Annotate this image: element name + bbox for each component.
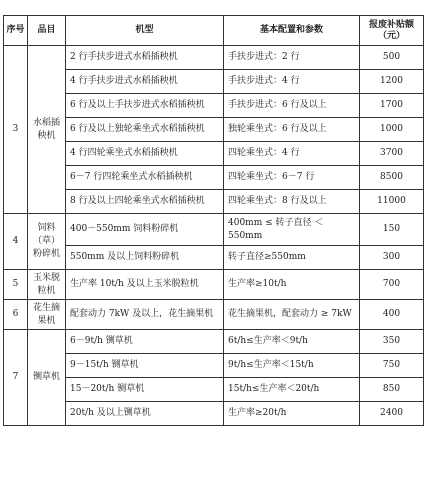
item-cell: 饲料（草）粉碎机 [28, 214, 66, 270]
config-cell: 花生摘果机，配套动力 ≥ 7kW [224, 300, 360, 330]
config-cell: 手扶步进式：4 行 [224, 70, 360, 94]
table-row [4, 402, 424, 426]
config-cell: 生产率≥20t/h [224, 402, 360, 426]
amount-cell: 850 [360, 378, 424, 402]
amount-cell: 2400 [360, 402, 424, 426]
item-cell: 花生摘果机 [28, 300, 66, 330]
model-cell: 4 行手扶步进式水稻插秧机 [66, 70, 224, 94]
model-cell: 生产率 10t/h 及以上玉米脱粒机 [66, 270, 224, 300]
seq-cell: 4 [4, 214, 28, 270]
model-cell: 6 行及以上独轮乘坐式水稻插秧机 [66, 118, 224, 142]
table-row [4, 354, 424, 378]
table-row [4, 190, 424, 214]
model-cell: 2 行手扶步进式水稻插秧机 [66, 46, 224, 70]
item-cell: 玉米脱粒机 [28, 270, 66, 300]
header-row [4, 16, 424, 46]
config-cell: 手扶步进式：6 行及以上 [224, 94, 360, 118]
config-cell: 15t/h≤生产率＜20t/h [224, 378, 360, 402]
amount-cell: 3700 [360, 142, 424, 166]
table-row [4, 270, 424, 300]
header-seq: 序号 [4, 16, 28, 46]
config-cell: 独轮乘坐式：6 行及以上 [224, 118, 360, 142]
table-body [4, 46, 424, 426]
amount-cell: 1000 [360, 118, 424, 142]
amount-cell: 500 [360, 46, 424, 70]
table-row [4, 330, 424, 354]
item-cell: 铡草机 [28, 330, 66, 426]
amount-cell: 8500 [360, 166, 424, 190]
table-row [4, 300, 424, 330]
table-row [4, 166, 424, 190]
amount-cell: 1200 [360, 70, 424, 94]
model-cell: 6－7 行四轮乘坐式水稻插秧机 [66, 166, 224, 190]
amount-cell: 150 [360, 214, 424, 246]
config-cell: 四轮乘坐式：6－7 行 [224, 166, 360, 190]
header-amount: 报废补贴额（元） [360, 16, 424, 46]
model-cell: 20t/h 及以上铡草机 [66, 402, 224, 426]
config-cell: 6t/h≤生产率＜9t/h [224, 330, 360, 354]
config-cell: 四轮乘坐式：8 行及以上 [224, 190, 360, 214]
model-cell: 550mm 及以上饲料粉碎机 [66, 246, 224, 270]
model-cell: 400－550mm 饲料粉碎机 [66, 214, 224, 246]
amount-cell: 700 [360, 270, 424, 300]
model-cell: 4 行四轮乘坐式水稻插秧机 [66, 142, 224, 166]
model-cell: 15－20t/h 铡草机 [66, 378, 224, 402]
table-row [4, 142, 424, 166]
model-cell: 6 行及以上手扶步进式水稻插秧机 [66, 94, 224, 118]
config-cell: 转子直径≥550mm [224, 246, 360, 270]
header-model: 机型 [66, 16, 224, 46]
model-cell: 9－15t/h 铡草机 [66, 354, 224, 378]
amount-cell: 1700 [360, 94, 424, 118]
config-cell: 400mm ≤ 转子直径 ＜ 550mm [224, 214, 360, 246]
table-row [4, 246, 424, 270]
model-cell: 6－9t/h 铡草机 [66, 330, 224, 354]
amount-cell: 300 [360, 246, 424, 270]
config-cell: 9t/h≤生产率＜15t/h [224, 354, 360, 378]
amount-cell: 350 [360, 330, 424, 354]
amount-cell: 750 [360, 354, 424, 378]
amount-cell: 400 [360, 300, 424, 330]
config-cell: 四轮乘坐式：4 行 [224, 142, 360, 166]
seq-cell: 3 [4, 46, 28, 214]
table-row [4, 94, 424, 118]
model-cell: 配套动力 7kW 及以上，花生摘果机 [66, 300, 224, 330]
seq-cell: 5 [4, 270, 28, 300]
seq-cell: 7 [4, 330, 28, 426]
amount-cell: 11000 [360, 190, 424, 214]
model-cell: 8 行及以上四轮乘坐式水稻插秧机 [66, 190, 224, 214]
header-item: 品目 [28, 16, 66, 46]
config-cell: 手扶步进式：2 行 [224, 46, 360, 70]
table-row [4, 378, 424, 402]
config-cell: 生产率≥10t/h [224, 270, 360, 300]
header-config: 基本配置和参数 [224, 16, 360, 46]
item-cell: 水稻插秧机 [28, 46, 66, 214]
subsidy-table-wrapper [0, 15, 427, 426]
table-row [4, 70, 424, 94]
table-row [4, 214, 424, 246]
subsidy-table [3, 15, 424, 426]
table-row [4, 46, 424, 70]
seq-cell: 6 [4, 300, 28, 330]
table-row [4, 118, 424, 142]
